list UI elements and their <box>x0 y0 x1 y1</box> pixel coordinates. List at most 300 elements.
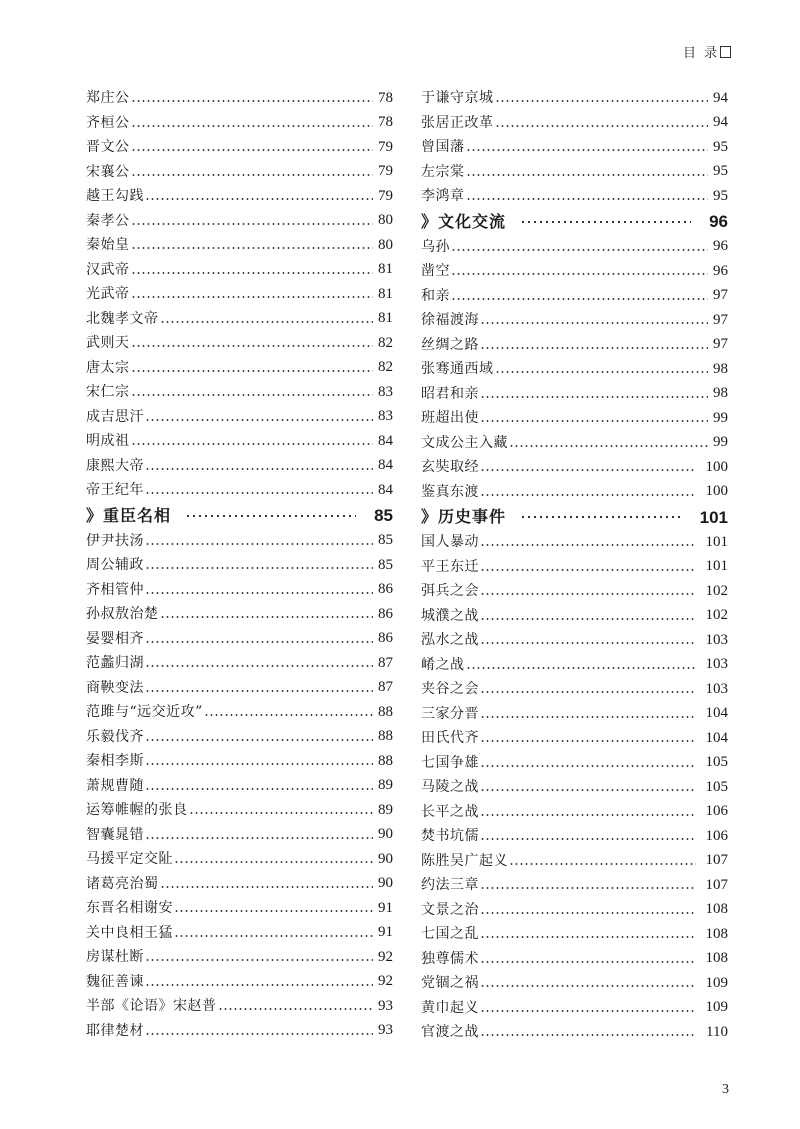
entry-title: 玄奘取经 <box>421 459 479 476</box>
toc-left-column <box>86 86 393 1043</box>
entry-page-number: 109 <box>705 974 728 991</box>
entry-page-number: 81 <box>378 310 393 327</box>
toc-entry[interactable] <box>421 677 728 702</box>
dot-leader <box>131 345 374 347</box>
dot-leader <box>131 223 374 225</box>
dot-leader <box>204 714 373 716</box>
dot-leader <box>480 691 696 693</box>
running-head <box>683 42 731 61</box>
entry-page-number: 87 <box>378 679 393 696</box>
entry-title: 弭兵之会 <box>421 583 479 600</box>
entry-title: 孙叔敖治楚 <box>86 606 159 623</box>
toc-entry[interactable] <box>86 676 393 701</box>
entry-page-number: 79 <box>378 187 393 204</box>
entry-page-number: 88 <box>378 752 393 769</box>
entry-page-number: 89 <box>378 801 393 818</box>
entry-page-number: 81 <box>378 285 393 302</box>
running-head-title: 目 录 <box>683 46 720 61</box>
entry-page-number: 85 <box>374 506 393 525</box>
entry-page-number: 102 <box>705 582 728 599</box>
toc-entry[interactable] <box>86 553 393 578</box>
entry-title: 崤之战 <box>421 656 465 673</box>
dot-leader <box>131 125 374 127</box>
toc-entry[interactable] <box>421 135 728 160</box>
toc-entry[interactable] <box>86 921 393 946</box>
dot-leader <box>145 468 373 470</box>
entry-page-number: 89 <box>378 777 393 794</box>
toc-entry[interactable] <box>421 751 728 776</box>
entry-title: 马陵之战 <box>421 779 479 796</box>
dot-leader <box>131 247 374 249</box>
entry-title: 康熙大帝 <box>86 457 144 474</box>
entry-title: 张骞通西域 <box>421 361 494 378</box>
entry-title: 半部《论语》宋赵普 <box>86 998 217 1015</box>
toc-entry[interactable] <box>421 160 728 185</box>
entry-title: 齐桓公 <box>86 114 130 131</box>
dot-leader <box>480 642 696 644</box>
toc-entry[interactable] <box>86 282 393 307</box>
entry-page-number: 93 <box>378 1022 393 1039</box>
toc-entry[interactable] <box>86 478 393 503</box>
entry-title: 东晋名相谢安 <box>86 900 173 917</box>
entry-title: 越王勾践 <box>86 188 144 205</box>
dot-leader <box>480 593 696 595</box>
entry-page-number: 100 <box>705 458 728 475</box>
dot-leader <box>145 739 373 741</box>
entry-title: 晋文公 <box>86 139 130 156</box>
toc-section-heading[interactable] <box>86 503 393 529</box>
section-title: 》文化交流 <box>421 211 507 231</box>
toc-entry[interactable] <box>86 429 393 454</box>
dot-leader <box>520 221 691 223</box>
dot-leader <box>174 861 373 863</box>
dot-leader <box>145 419 373 421</box>
entry-page-number: 106 <box>705 803 728 820</box>
entry-title: 班超出使 <box>421 410 479 427</box>
entry-title: 智囊晁错 <box>86 826 144 843</box>
entry-page-number: 92 <box>378 973 393 990</box>
dot-leader <box>509 863 696 865</box>
entry-page-number: 96 <box>709 212 728 231</box>
entry-title: 北魏孝文帝 <box>86 310 159 327</box>
toc-right-column <box>421 86 728 1045</box>
entry-title: 帝王纪年 <box>86 482 144 499</box>
entry-title: 文成公主入藏 <box>421 434 508 451</box>
entry-page-number: 104 <box>705 729 728 746</box>
entry-title: 明成祖 <box>86 433 130 450</box>
dot-leader <box>145 837 373 839</box>
entry-title: 于谦守京城 <box>421 90 494 107</box>
dot-leader <box>160 321 374 323</box>
entry-title: 房谋杜断 <box>86 949 144 966</box>
entry-page-number: 101 <box>699 507 728 527</box>
toc-entry[interactable] <box>421 996 728 1021</box>
toc-entry[interactable] <box>86 356 393 381</box>
entry-page-number: 90 <box>378 875 393 892</box>
dot-leader <box>174 935 373 937</box>
entry-page-number: 109 <box>705 999 728 1016</box>
dot-leader <box>480 985 696 987</box>
toc-entry[interactable] <box>86 233 393 258</box>
entry-page-number: 107 <box>705 852 728 869</box>
toc-entry[interactable] <box>421 530 728 555</box>
entry-page-number: 80 <box>378 236 393 253</box>
entry-page-number: 96 <box>713 262 728 279</box>
section-title: 》重臣名相 <box>86 505 172 525</box>
toc-entry[interactable] <box>421 971 728 996</box>
dot-leader <box>480 716 696 718</box>
toc-entry[interactable] <box>421 922 728 947</box>
dot-leader <box>480 1034 696 1036</box>
entry-title: 长平之战 <box>421 803 479 820</box>
entry-page-number: 98 <box>713 360 728 377</box>
entry-title: 黄巾起义 <box>421 999 479 1016</box>
entry-title: 郑庄公 <box>86 90 130 107</box>
entry-title: 晏婴相齐 <box>86 630 144 647</box>
dot-leader <box>480 789 696 791</box>
entry-title: 运筹帷幄的张良 <box>86 802 188 819</box>
entry-title: 马援平定交阯 <box>86 851 173 868</box>
dot-leader <box>480 1010 696 1012</box>
entry-page-number: 104 <box>705 705 728 722</box>
dot-leader <box>451 298 708 300</box>
dot-leader <box>480 396 708 398</box>
toc-entry[interactable] <box>421 800 728 825</box>
entry-page-number: 88 <box>378 703 393 720</box>
toc-entry[interactable] <box>421 284 728 309</box>
entry-title: 萧规曹随 <box>86 777 144 794</box>
entry-page-number: 83 <box>378 408 393 425</box>
toc-entry[interactable] <box>421 86 728 111</box>
entry-title: 七国之乱 <box>421 926 479 943</box>
toc-entry[interactable] <box>86 184 393 209</box>
entry-title: 田氏代齐 <box>421 730 479 747</box>
entry-page-number: 84 <box>378 457 393 474</box>
entry-page-number: 79 <box>378 163 393 180</box>
toc-entry[interactable] <box>86 209 393 234</box>
entry-page-number: 78 <box>378 114 393 131</box>
toc-entry[interactable] <box>421 308 728 333</box>
entry-page-number: 90 <box>378 850 393 867</box>
entry-page-number: 108 <box>705 950 728 967</box>
toc-entry[interactable] <box>421 628 728 653</box>
dot-leader <box>131 174 374 176</box>
toc-entry[interactable] <box>421 111 728 136</box>
toc-section-heading[interactable] <box>421 504 728 530</box>
toc-entry[interactable] <box>86 872 393 897</box>
dot-leader <box>480 347 708 349</box>
dot-leader <box>131 394 374 396</box>
toc-entry[interactable] <box>421 555 728 580</box>
toc-entry[interactable] <box>421 480 728 505</box>
entry-title: 光武帝 <box>86 286 130 303</box>
toc-entry[interactable] <box>86 774 393 799</box>
entry-page-number: 95 <box>713 187 728 204</box>
toc-section-heading[interactable] <box>421 209 728 235</box>
toc-entry[interactable] <box>86 529 393 554</box>
dot-leader <box>145 959 373 961</box>
toc-entry[interactable] <box>86 725 393 750</box>
entry-page-number: 79 <box>378 138 393 155</box>
dot-leader <box>480 887 696 889</box>
entry-title: 约法三章 <box>421 877 479 894</box>
entry-page-number: 92 <box>378 948 393 965</box>
entry-page-number: 107 <box>705 876 728 893</box>
entry-title: 伊尹扶汤 <box>86 532 144 549</box>
toc-entry[interactable] <box>86 847 393 872</box>
entry-title: 齐相管仲 <box>86 581 144 598</box>
toc-entry[interactable] <box>421 849 728 874</box>
section-title: 》历史事件 <box>421 507 507 526</box>
toc-entry[interactable] <box>421 604 728 629</box>
entry-title: 文景之治 <box>421 901 479 918</box>
dot-leader <box>145 543 373 545</box>
toc-entry[interactable] <box>86 307 393 332</box>
entry-page-number: 86 <box>378 630 393 647</box>
dot-leader <box>145 641 373 643</box>
entry-title: 国人暴动 <box>421 534 479 551</box>
toc-entry[interactable] <box>421 184 728 209</box>
entry-page-number: 101 <box>705 533 728 550</box>
entry-title: 乌孙 <box>421 238 450 255</box>
dot-leader <box>466 667 697 669</box>
entry-page-number: 96 <box>713 238 728 255</box>
toc-entry[interactable] <box>421 259 728 284</box>
entry-title: 诸葛亮治蜀 <box>86 875 159 892</box>
entry-title: 范雎与“远交近攻” <box>86 704 203 721</box>
dot-leader <box>480 936 696 938</box>
entry-page-number: 97 <box>713 311 728 328</box>
toc-entry[interactable] <box>421 455 728 480</box>
toc-entry[interactable] <box>421 357 728 382</box>
entry-title: 昭君和亲 <box>421 385 479 402</box>
entry-title: 凿空 <box>421 263 450 280</box>
dot-leader <box>145 198 373 200</box>
entry-title: 夹谷之会 <box>421 681 479 698</box>
toc-entry[interactable] <box>421 824 728 849</box>
entry-title: 关中良相王猛 <box>86 924 173 941</box>
toc-entry[interactable] <box>421 235 728 260</box>
toc-entry[interactable] <box>86 454 393 479</box>
entry-title: 曾国藩 <box>421 139 465 156</box>
dot-leader <box>480 740 696 742</box>
dot-leader <box>145 690 373 692</box>
entry-page-number: 85 <box>378 556 393 573</box>
entry-title: 陈胜吴广起义 <box>421 852 508 869</box>
entry-page-number: 99 <box>713 409 728 426</box>
entry-page-number: 106 <box>705 827 728 844</box>
entry-title: 耶律楚材 <box>86 1022 144 1039</box>
entry-page-number: 80 <box>378 212 393 229</box>
toc-entry[interactable] <box>86 258 393 283</box>
dot-leader <box>480 322 708 324</box>
entry-page-number: 103 <box>705 656 728 673</box>
dot-leader <box>160 886 374 888</box>
entry-page-number: 85 <box>378 532 393 549</box>
entry-page-number: 102 <box>705 607 728 624</box>
toc-entry[interactable] <box>86 1019 393 1044</box>
toc-entry[interactable] <box>86 798 393 823</box>
dot-leader <box>480 765 696 767</box>
dot-leader <box>160 616 374 618</box>
toc-entry[interactable] <box>421 702 728 727</box>
toc-entry[interactable] <box>86 331 393 356</box>
dot-leader <box>145 1033 373 1035</box>
entry-page-number: 90 <box>378 826 393 843</box>
dot-leader <box>480 912 696 914</box>
entry-page-number: 83 <box>378 383 393 400</box>
entry-page-number: 82 <box>378 334 393 351</box>
entry-title: 周公辅政 <box>86 557 144 574</box>
entry-title: 宋仁宗 <box>86 384 130 401</box>
dot-leader <box>174 910 373 912</box>
entry-title: 张居正改革 <box>421 114 494 131</box>
entry-page-number: 93 <box>378 997 393 1014</box>
dot-leader <box>480 544 696 546</box>
entry-page-number: 86 <box>378 581 393 598</box>
dot-leader <box>495 100 709 102</box>
entry-page-number: 110 <box>706 1023 728 1040</box>
entry-title: 城濮之战 <box>421 607 479 624</box>
entry-title: 范蠡归湖 <box>86 655 144 672</box>
toc-entry[interactable] <box>86 700 393 725</box>
entry-page-number: 101 <box>705 558 728 575</box>
toc-entry[interactable] <box>86 602 393 627</box>
dot-leader <box>131 272 374 274</box>
toc-entry[interactable] <box>421 579 728 604</box>
dot-leader <box>480 814 696 816</box>
toc-entry[interactable] <box>86 405 393 430</box>
toc-entry[interactable] <box>421 653 728 678</box>
entry-page-number: 91 <box>378 924 393 941</box>
entry-title: 宋襄公 <box>86 163 130 180</box>
dot-leader <box>480 420 708 422</box>
entry-page-number: 105 <box>705 778 728 795</box>
dot-leader <box>185 515 356 517</box>
dot-leader <box>145 665 373 667</box>
entry-title: 三家分晋 <box>421 705 479 722</box>
entry-page-number: 98 <box>713 385 728 402</box>
dot-leader <box>131 296 374 298</box>
toc-entry[interactable] <box>86 823 393 848</box>
toc-entry[interactable] <box>421 1020 728 1045</box>
dot-leader <box>145 492 373 494</box>
entry-page-number: 81 <box>378 261 393 278</box>
entry-title: 李鸿章 <box>421 188 465 205</box>
toc-entry[interactable] <box>86 896 393 921</box>
dot-leader <box>495 371 709 373</box>
toc-entry[interactable] <box>86 970 393 995</box>
toc-entry[interactable] <box>86 994 393 1019</box>
toc-entry[interactable] <box>421 431 728 456</box>
toc-entry[interactable] <box>86 135 393 160</box>
toc-entry[interactable] <box>86 749 393 774</box>
entry-page-number: 103 <box>705 631 728 648</box>
entry-title: 魏征善谏 <box>86 973 144 990</box>
dot-leader <box>145 763 373 765</box>
box-mark-icon <box>720 46 731 58</box>
dot-leader <box>145 567 373 569</box>
dot-leader <box>480 569 696 571</box>
entry-page-number: 95 <box>713 163 728 180</box>
toc-entry[interactable] <box>421 947 728 972</box>
toc-entry[interactable] <box>421 406 728 431</box>
toc-entry[interactable] <box>421 775 728 800</box>
entry-page-number: 103 <box>705 680 728 697</box>
toc-entry[interactable] <box>86 111 393 136</box>
entry-title: 徐福渡海 <box>421 312 479 329</box>
entry-title: 独尊儒术 <box>421 950 479 967</box>
toc-entry[interactable] <box>86 651 393 676</box>
entry-title: 平王东迁 <box>421 558 479 575</box>
entry-page-number: 100 <box>705 483 728 500</box>
toc-entry[interactable] <box>86 380 393 405</box>
entry-title: 武则天 <box>86 335 130 352</box>
entry-title: 焚书坑儒 <box>421 828 479 845</box>
dot-leader <box>145 984 373 986</box>
toc-entry[interactable] <box>86 578 393 603</box>
toc-entry[interactable] <box>86 945 393 970</box>
entry-page-number: 95 <box>713 138 728 155</box>
entry-page-number: 78 <box>378 89 393 106</box>
dot-leader <box>131 100 374 102</box>
entry-title: 成吉思汗 <box>86 408 144 425</box>
toc-entry[interactable] <box>86 160 393 185</box>
dot-leader <box>466 174 709 176</box>
toc-entry[interactable] <box>421 333 728 358</box>
entry-page-number: 84 <box>378 432 393 449</box>
entry-page-number: 87 <box>378 654 393 671</box>
dot-leader <box>131 149 374 151</box>
toc-entry[interactable] <box>86 86 393 111</box>
dot-leader <box>451 273 708 275</box>
entry-title: 唐太宗 <box>86 359 130 376</box>
toc-entry[interactable] <box>421 726 728 751</box>
dot-leader <box>480 838 696 840</box>
entry-title: 泓水之战 <box>421 632 479 649</box>
dot-leader <box>189 812 374 814</box>
entry-title: 丝绸之路 <box>421 336 479 353</box>
toc-entry[interactable] <box>421 873 728 898</box>
entry-page-number: 97 <box>713 287 728 304</box>
entry-title: 官渡之战 <box>421 1024 479 1041</box>
toc-entry[interactable] <box>421 898 728 923</box>
entry-title: 秦孝公 <box>86 212 130 229</box>
toc-entry[interactable] <box>86 627 393 652</box>
dot-leader <box>495 125 709 127</box>
entry-title: 秦相李斯 <box>86 753 144 770</box>
dot-leader <box>509 445 708 447</box>
entry-page-number: 84 <box>378 481 393 498</box>
dot-leader <box>466 198 709 200</box>
entry-page-number: 94 <box>713 89 728 106</box>
entry-title: 党锢之祸 <box>421 975 479 992</box>
dot-leader <box>145 788 373 790</box>
entry-page-number: 105 <box>705 754 728 771</box>
entry-title: 七国争雄 <box>421 754 479 771</box>
dot-leader <box>451 249 708 251</box>
entry-page-number: 88 <box>378 728 393 745</box>
entry-title: 汉武帝 <box>86 261 130 278</box>
dot-leader <box>480 494 696 496</box>
dot-leader <box>218 1008 374 1010</box>
dot-leader <box>145 592 373 594</box>
entry-title: 商鞅变法 <box>86 679 144 696</box>
entry-page-number: 82 <box>378 359 393 376</box>
dot-leader <box>520 516 682 518</box>
entry-page-number: 86 <box>378 605 393 622</box>
toc-entry[interactable] <box>421 382 728 407</box>
